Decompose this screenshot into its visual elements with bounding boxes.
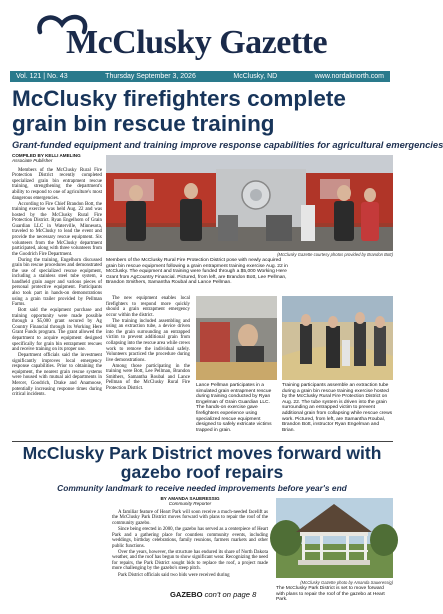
paragraph: During the training, Engelhorn discussed grain bin rescue procedures and demonstrated the use of specialized rescue equipment, including a stainless steel tube system, a handheld grain auger and various pieces of personal protective equipment. Participants also took part in hands-on demonstrations using a grain trailer provided by Pellman Farms. xyxy=(12,257,102,308)
paragraph: The new equipment enables local firefighters to respond more quickly should a grain entrapment emergency occur within the district. xyxy=(106,296,190,318)
date-bar xyxy=(10,71,390,82)
firefighters-group-photo[interactable] xyxy=(106,155,393,251)
paragraph: Department officials said the investment significantly improves local emergency response capabilities. Prior to obtaining the equipment, the nearest grain rescue systems were housed with mutual aid departments in Mercer, Goodrich, Drake and Anamoose, potentially increasing response times during critical incidents. xyxy=(12,353,102,398)
byline-role: Associate Publisher xyxy=(12,158,53,164)
story2-headline[interactable]: McClusky Park District moves forward with gazebo roof repairs xyxy=(22,443,382,482)
small-photo-caption-1: Lance Pellman participates in a simulated grain entrapment rescue during training conducted by Ryan Engelman of Grain Guardian LLC. The hands-on exercise gave firefighters experience using specialized rescue equipment designed to safely extricate victims trapped in grain. xyxy=(196,383,272,433)
paragraph: Park District officials said two bids were received during xyxy=(118,572,230,578)
story1-deck: Grant-funded equipment and training improve response capabilities for agricultural emergencies xyxy=(12,139,443,150)
story1-body-left xyxy=(12,168,102,398)
small-photo-caption-2: Training participants assemble an extraction tube during a grain bin rescue training exercise hosted by the McClusky Rural Fire Protection District on Aug. 22. The tube system is driven into the grain surrounding an entrapped victim to prevent additional grain from collapsing while rescue crews work. Pictured, from left, are Samantha Roubal, Brandon Bott, instructor Ryan Engelman and Brian. xyxy=(282,383,393,433)
main-photo-credit: (McClusky Gazette courtesy photos provided by Brandon Bott) xyxy=(277,252,393,257)
newspaper-title[interactable]: McClusky Gazette xyxy=(66,24,328,61)
story1-byline xyxy=(12,153,102,164)
extraction-tube-photo[interactable] xyxy=(282,296,393,380)
gazebo-illustration xyxy=(276,498,393,578)
continued-jump-link[interactable] xyxy=(170,590,256,599)
story1-body-mid xyxy=(106,296,190,392)
paragraph: Among those participating in the training were Bott, Lee Pellman, Brandon Smithers, Samantha Roubal and Lance Pellman of the McClusky Rural Fire Protection District. xyxy=(106,363,190,391)
gazebo-photo-caption: The McClusky Park District is set to move forward with plans to repair the roof of the gazebo at Heart Park. xyxy=(276,586,385,603)
firefighters-photo-illustration xyxy=(106,155,393,251)
byline-role: Community Reporter xyxy=(168,501,212,507)
grain-rescue-illustration xyxy=(196,296,277,380)
paragraph: Since being erected in 2000, the gazebo has served as a centerpiece of Heart Park and a gathering place for countless community events, including weddings, birthday celebrations, family reunions, farmers markets and other public functions. xyxy=(112,527,268,549)
story1-left-column xyxy=(12,153,102,398)
section-divider xyxy=(12,441,393,442)
paragraph: The training included assembling and using an extraction tube, a device driven into the grain surrounding an entrapped victim to prevent additional grain from collapsing into the rescue area while crews work to remove the individual safely. Volunteers practiced the procedure during live demonstrations. xyxy=(106,318,190,363)
byline-name: COMPILED BY KELLI AMELING xyxy=(12,153,81,158)
main-photo-caption: Members of the McClusky Rural Fire Protection District pose with newly acquired grain bin rescue equipment following a grain entrapment training exercise Aug. 22 in McClusky. The equipment and training were funded through a $5,000 Working Here Grant from AgCountry Financial. Pictured, from left, are Brandon Bott, Lee Pellman, Brandon Smithers, Samantha Roubal and Lance Pellman. xyxy=(106,258,288,286)
issue-number: Vol. 121 | No. 43 xyxy=(16,73,68,80)
story2-body xyxy=(112,496,268,579)
paragraph: Over the years, however, the structure has endured its share of North Dakota weather, and the roof has begun to show significant wear. Recognizing the need for repairs, the Park District sought bids to replace the roof, a project made more challenging by the gazebo's steep pitch. xyxy=(112,549,268,572)
location: McClusky, ND xyxy=(233,73,278,80)
website-link[interactable]: www.nordaknorth.com xyxy=(314,73,384,80)
story1-headline[interactable]: McClusky firefighters complete grain bin rescue training xyxy=(12,86,346,136)
gazebo-photo[interactable] xyxy=(276,498,393,578)
paragraph: Members of the McClusky Rural Fire Protection District recently completed specialized grain bin entrapment rescue training, strengthening the department's ability to respond to one of agriculture's most dangerous emergencies. xyxy=(12,167,102,201)
issue-date: Thursday September 3, 2026 xyxy=(105,73,196,80)
paragraph: A familiar feature of Heart Park will soon receive a much-needed facelift as the McClusky Park District moves forward with plans to repair the roof of the community gazebo. xyxy=(112,509,268,526)
paragraph: Bott said the equipment purchase and training opportunity were made possible through a $5,000 grant secured by Ag Country Financial through its Working Here Grant Funds program. The grant allowed the department to acquire equipment designed specifically for grain bin entrapment rescues and receive training on its proper use. xyxy=(12,308,102,353)
extraction-tube-illustration xyxy=(282,296,393,380)
gazebo-photo-credit: (McClusky Gazette photo by Amanda Saueressig) xyxy=(300,580,393,585)
jump-text: con't on page 8 xyxy=(204,590,257,599)
grain-rescue-photo[interactable] xyxy=(196,296,277,380)
masthead xyxy=(0,0,400,70)
paragraph: According to Fire Chief Brandon Bott, the training exercise was held Aug. 22 and was hosted by the McClusky Rural Fire Protection District. Ryan Engelhorn of Grain Guardian LLC in Waterville, Minnesota, traveled to McClusky to lead the event and provide the necessary rescue equipment. Six volunteers from the McClusky department participated, along with three volunteers from the Goodrich Fire Department. xyxy=(12,201,102,257)
story2-deck: Community landmark to receive needed improvements before year's end xyxy=(57,483,347,493)
jump-word: GAZEBO xyxy=(170,590,203,599)
byline-name: BY AMANDA SAUERESSIG xyxy=(160,496,220,501)
story2-body-text xyxy=(112,510,268,578)
story2-byline xyxy=(112,496,268,507)
